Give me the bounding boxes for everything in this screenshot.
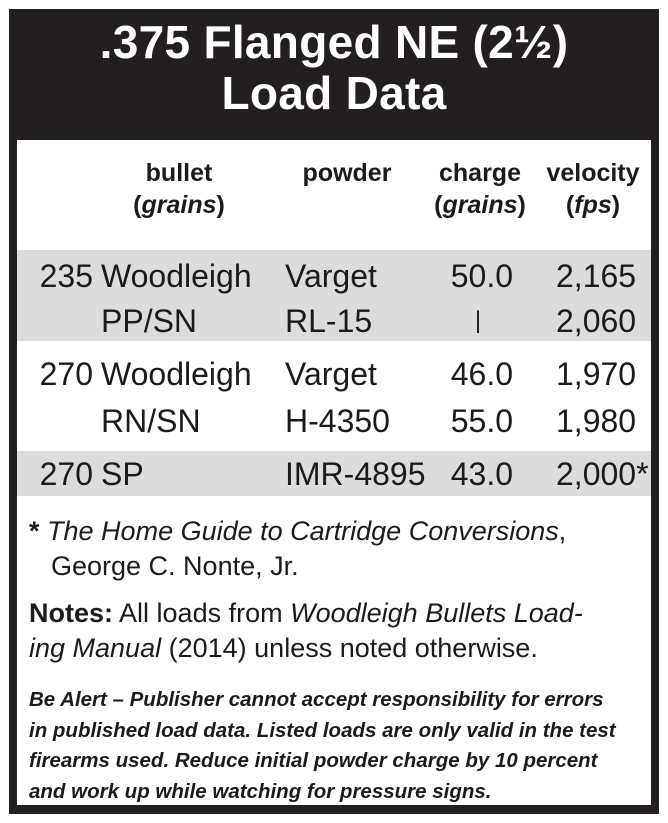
notes-paragraph: Notes: All loads from Woodleigh Bullets Load- ing Manual (2014) unless noted otherwise. (29, 598, 583, 663)
powder-cell: Varget (285, 258, 377, 294)
column-unit-bullet: grains (141, 191, 217, 219)
footnote-source-title: The Home Guide to Cartridge Conversions (47, 516, 559, 546)
page-title (9, 17, 659, 119)
column-header-charge: charge (grains) (434, 159, 526, 219)
title-line-2: Load Data (221, 67, 447, 119)
column-header-velocity: velocity (fps) (546, 159, 640, 219)
powder-cell: RL-15 (285, 303, 373, 339)
velocity-cell: 2,060 (556, 303, 637, 339)
bullet-weight-cell: 235 (39, 258, 93, 294)
bullet-name-cell: Woodleigh (101, 356, 252, 392)
footnote-author: George C. Nonte, Jr. (51, 551, 299, 581)
footnote-marker: * (29, 516, 40, 546)
powder-cell: IMR-4895 (285, 456, 426, 492)
powder-cell: Varget (285, 356, 377, 392)
notes-label: Notes: (29, 598, 114, 628)
bullet-weight-cell: 270 (39, 356, 93, 392)
footnote-source: * The Home Guide to Cartridge Conversions, George C. Nonte, Jr. (29, 514, 566, 584)
bullet-name-cell: PP/SN (101, 303, 198, 339)
velocity-cell: 1,980 (556, 403, 637, 439)
column-header-powder: powder (302, 159, 392, 187)
load-data-table-panel (17, 140, 651, 805)
bullet-name-cell: RN/SN (101, 403, 201, 439)
bullet-name-cell: Woodleigh (101, 258, 252, 294)
charge-cell: 55.0 (450, 403, 513, 439)
column-header-bullet: bullet (grains) (133, 159, 225, 219)
charge-cell: 43.0 (450, 456, 513, 492)
title-line-1: .375 Flanged NE (2½) (99, 16, 569, 68)
column-unit-charge: grains (442, 191, 518, 219)
charge-cell: | (474, 307, 482, 334)
column-unit-velocity: fps (574, 191, 612, 219)
velocity-cell: 2,000* (556, 456, 649, 492)
charge-cell: 46.0 (450, 356, 513, 392)
powder-cell: H-4350 (285, 403, 390, 439)
bullet-weight-cell: 270 (39, 456, 93, 492)
bullet-name-cell: SP (101, 456, 144, 492)
velocity-cell: 1,970 (556, 356, 637, 392)
load-data-card (9, 9, 659, 814)
charge-cell: 50.0 (450, 258, 513, 294)
disclaimer: Be Alert – Publisher cannot accept responsibility for errors in published load data. Listed loads are only valid in the test firearms used. Reduce initial powder charge by 10 percent and work up while watching for pressure signs. (29, 688, 616, 803)
notes-manual-title: Woodleigh Bullets Load- (290, 598, 583, 628)
velocity-cell: 2,165 (556, 258, 637, 294)
